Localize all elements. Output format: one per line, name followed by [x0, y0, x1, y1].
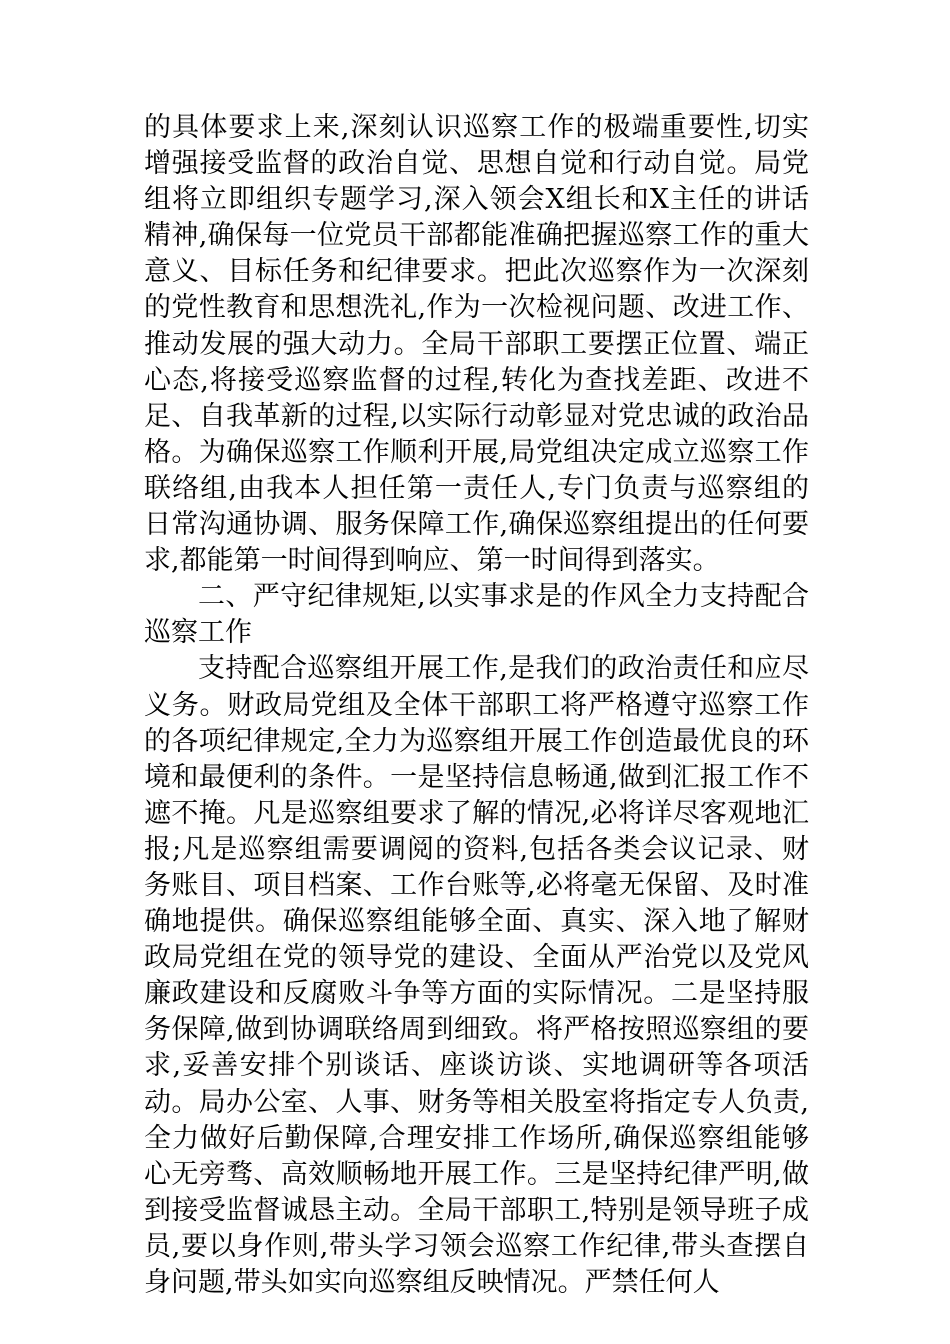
paragraph-continuation: 的具体要求上来,深刻认识巡察工作的极端重要性,切实增强接受监督的政治自觉、思想自觉和行动自觉。局党组将立即组织专题学习,深入领会X组长和X主任的讲话精神,确保每一位党员干部都能准确把握巡察工作的重大意义、目标任务和纪律要求。把此次巡察作为一次深刻的党性教育和思想洗礼,作为一次检视问题、改进工作、推动发展的强大动力。全局干部职工要摆正位置、端正心态,将接受巡察监督的过程,转化为查找差距、改进不足、自我革新的过程,以实际行动彰显对党忠诚的政治品格。为确保巡察工作顺利开展,局党组决定成立巡察工作联络组,由我本人担任第一责任人,专门负责与巡察组的日常沟通协调、服务保障工作,确保巡察组提出的任何要求,都能第一时间得到响应、第一时间得到落实。	[144, 112, 809, 577]
document-body	[144, 110, 809, 1301]
section-heading-two: 二、严守纪律规矩,以实事求是的作风全力支持配合巡察工作	[144, 581, 809, 649]
paragraph-support-cooperation: 支持配合巡察组开展工作,是我们的政治责任和应尽义务。财政局党组及全体干部职工将严格遵守巡察工作的各项纪律规定,全力为巡察组开展工作创造最优良的环境和最便利的条件。一是坚持信息畅通,做到汇报工作不遮不掩。凡是巡察组要求了解的情况,必将详尽客观地汇报;凡是巡察组需要调阅的资料,包括各类会议记录、财务账目、项目档案、工作台账等,必将毫无保留、及时准确地提供。确保巡察组能够全面、真实、深入地了解财政局党组在党的领导党的建设、全面从严治党以及党风廉政建设和反腐败斗争等方面的实际情况。二是坚持服务保障,做到协调联络周到细致。将严格按照巡察组的要求,妥善安排个别谈话、座谈访谈、实地调研等各项活动。局办公室、人事、财务等相关股室将指定专人负责,全力做好后勤保障,合理安排工作场所,确保巡察组能够心无旁骛、高效顺畅地开展工作。三是坚持纪律严明,做到接受监督诚恳主动。全局干部职工,特别是领导班子成员,要以身作则,带头学习领会巡察工作纪律,带头查摆自身问题,带头如实向巡察组反映情况。严禁任何人	[144, 653, 809, 1298]
